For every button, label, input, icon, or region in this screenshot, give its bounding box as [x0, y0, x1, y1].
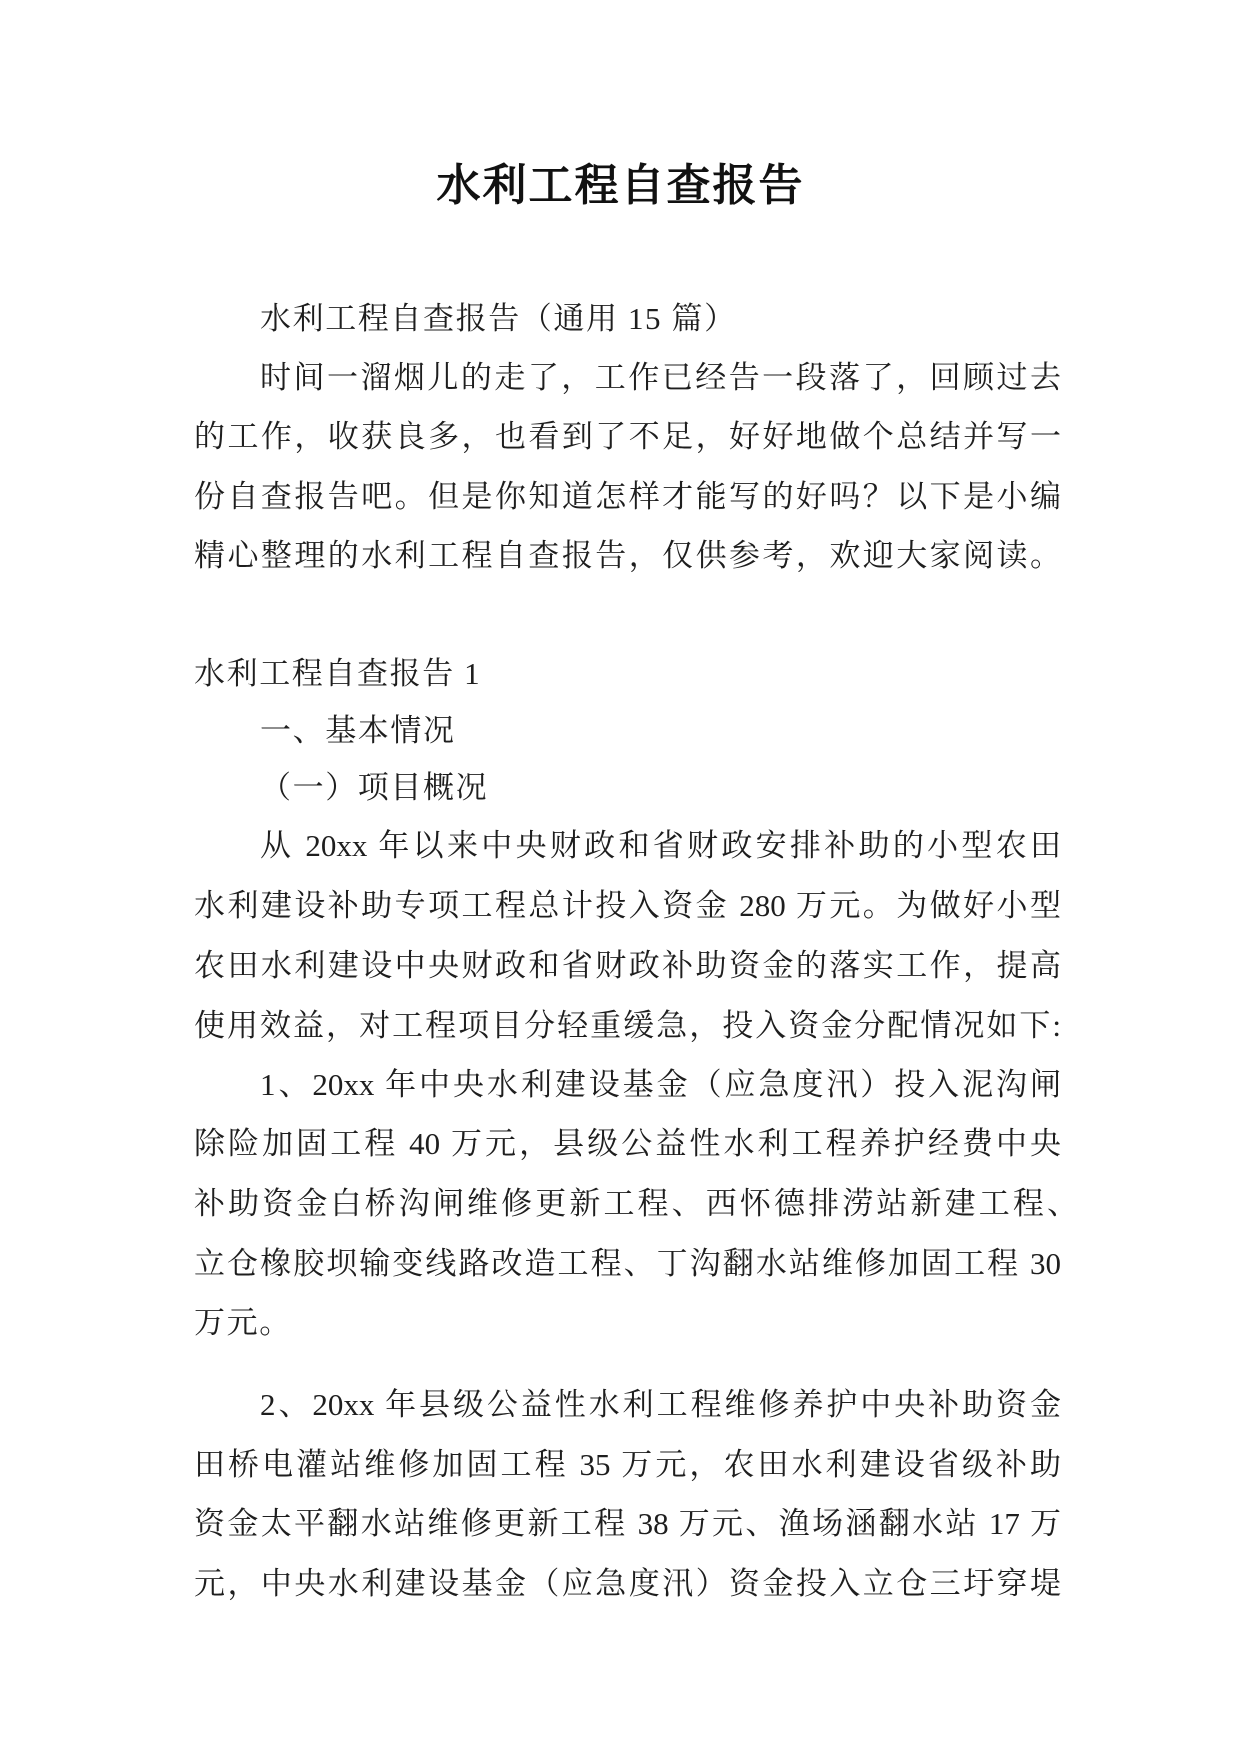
list-item-line: 1、20xx 年中央水利建设基金（应急度汛）投入泥沟闸 [260, 1067, 1061, 1102]
list-item-line: 2、20xx 年县级公益性水利工程维修养护中央补助资金 [260, 1387, 1061, 1422]
list-item-line: 立仓橡胶坝输变线路改造工程、丁沟翻水站维修加固工程 30 [194, 1246, 1061, 1281]
list-item-line: 万元。 [194, 1305, 292, 1340]
intro-line: 的工作，收获良多，也看到了不足，好好地做个总结并写一 [194, 419, 1061, 454]
intro-line: 时间一溜烟儿的走了，工作已经告一段落了，回顾过去 [260, 360, 1061, 395]
paragraph-line: 从 20xx 年以来中央财政和省财政安排补助的小型农田 [260, 828, 1061, 863]
intro-line: 精心整理的水利工程自查报告，仅供参考，欢迎大家阅读。 [194, 538, 1061, 573]
list-item-line: 补助资金白桥沟闸维修更新工程、西怀德排涝站新建工程、 [194, 1186, 1078, 1221]
paragraph-line: 使用效益，对工程项目分轻重缓急，投入资金分配情况如下: [194, 1008, 1061, 1043]
section-title: 水利工程自查报告 1 [194, 656, 482, 691]
paragraph-line: 水利建设补助专项工程总计投入资金 280 万元。为做好小型 [194, 888, 1061, 923]
list-item-line: 资金太平翻水站维修更新工程 38 万元、渔场涵翻水站 17 万 [194, 1506, 1061, 1541]
paragraph-line: 农田水利建设中央财政和省财政补助资金的落实工作，提高 [194, 948, 1061, 983]
document-title: 水利工程自查报告 [436, 161, 805, 210]
document-subtitle: 水利工程自查报告（通用 15 篇） [260, 301, 737, 336]
intro-line: 份自查报告吧。但是你知道怎样才能写的好吗？以下是小编 [194, 479, 1061, 514]
list-item-line: 除险加固工程 40 万元，县级公益性水利工程养护经费中央 [194, 1126, 1061, 1161]
list-item-line: 元，中央水利建设基金（应急度汛）资金投入立仓三圩穿堤 [194, 1566, 1061, 1601]
subsection-heading: （一）项目概况 [260, 770, 489, 805]
list-item-line: 田桥电灌站维修加固工程 35 万元，农田水利建设省级补助 [194, 1447, 1061, 1482]
section-heading: 一、基本情况 [260, 713, 456, 748]
